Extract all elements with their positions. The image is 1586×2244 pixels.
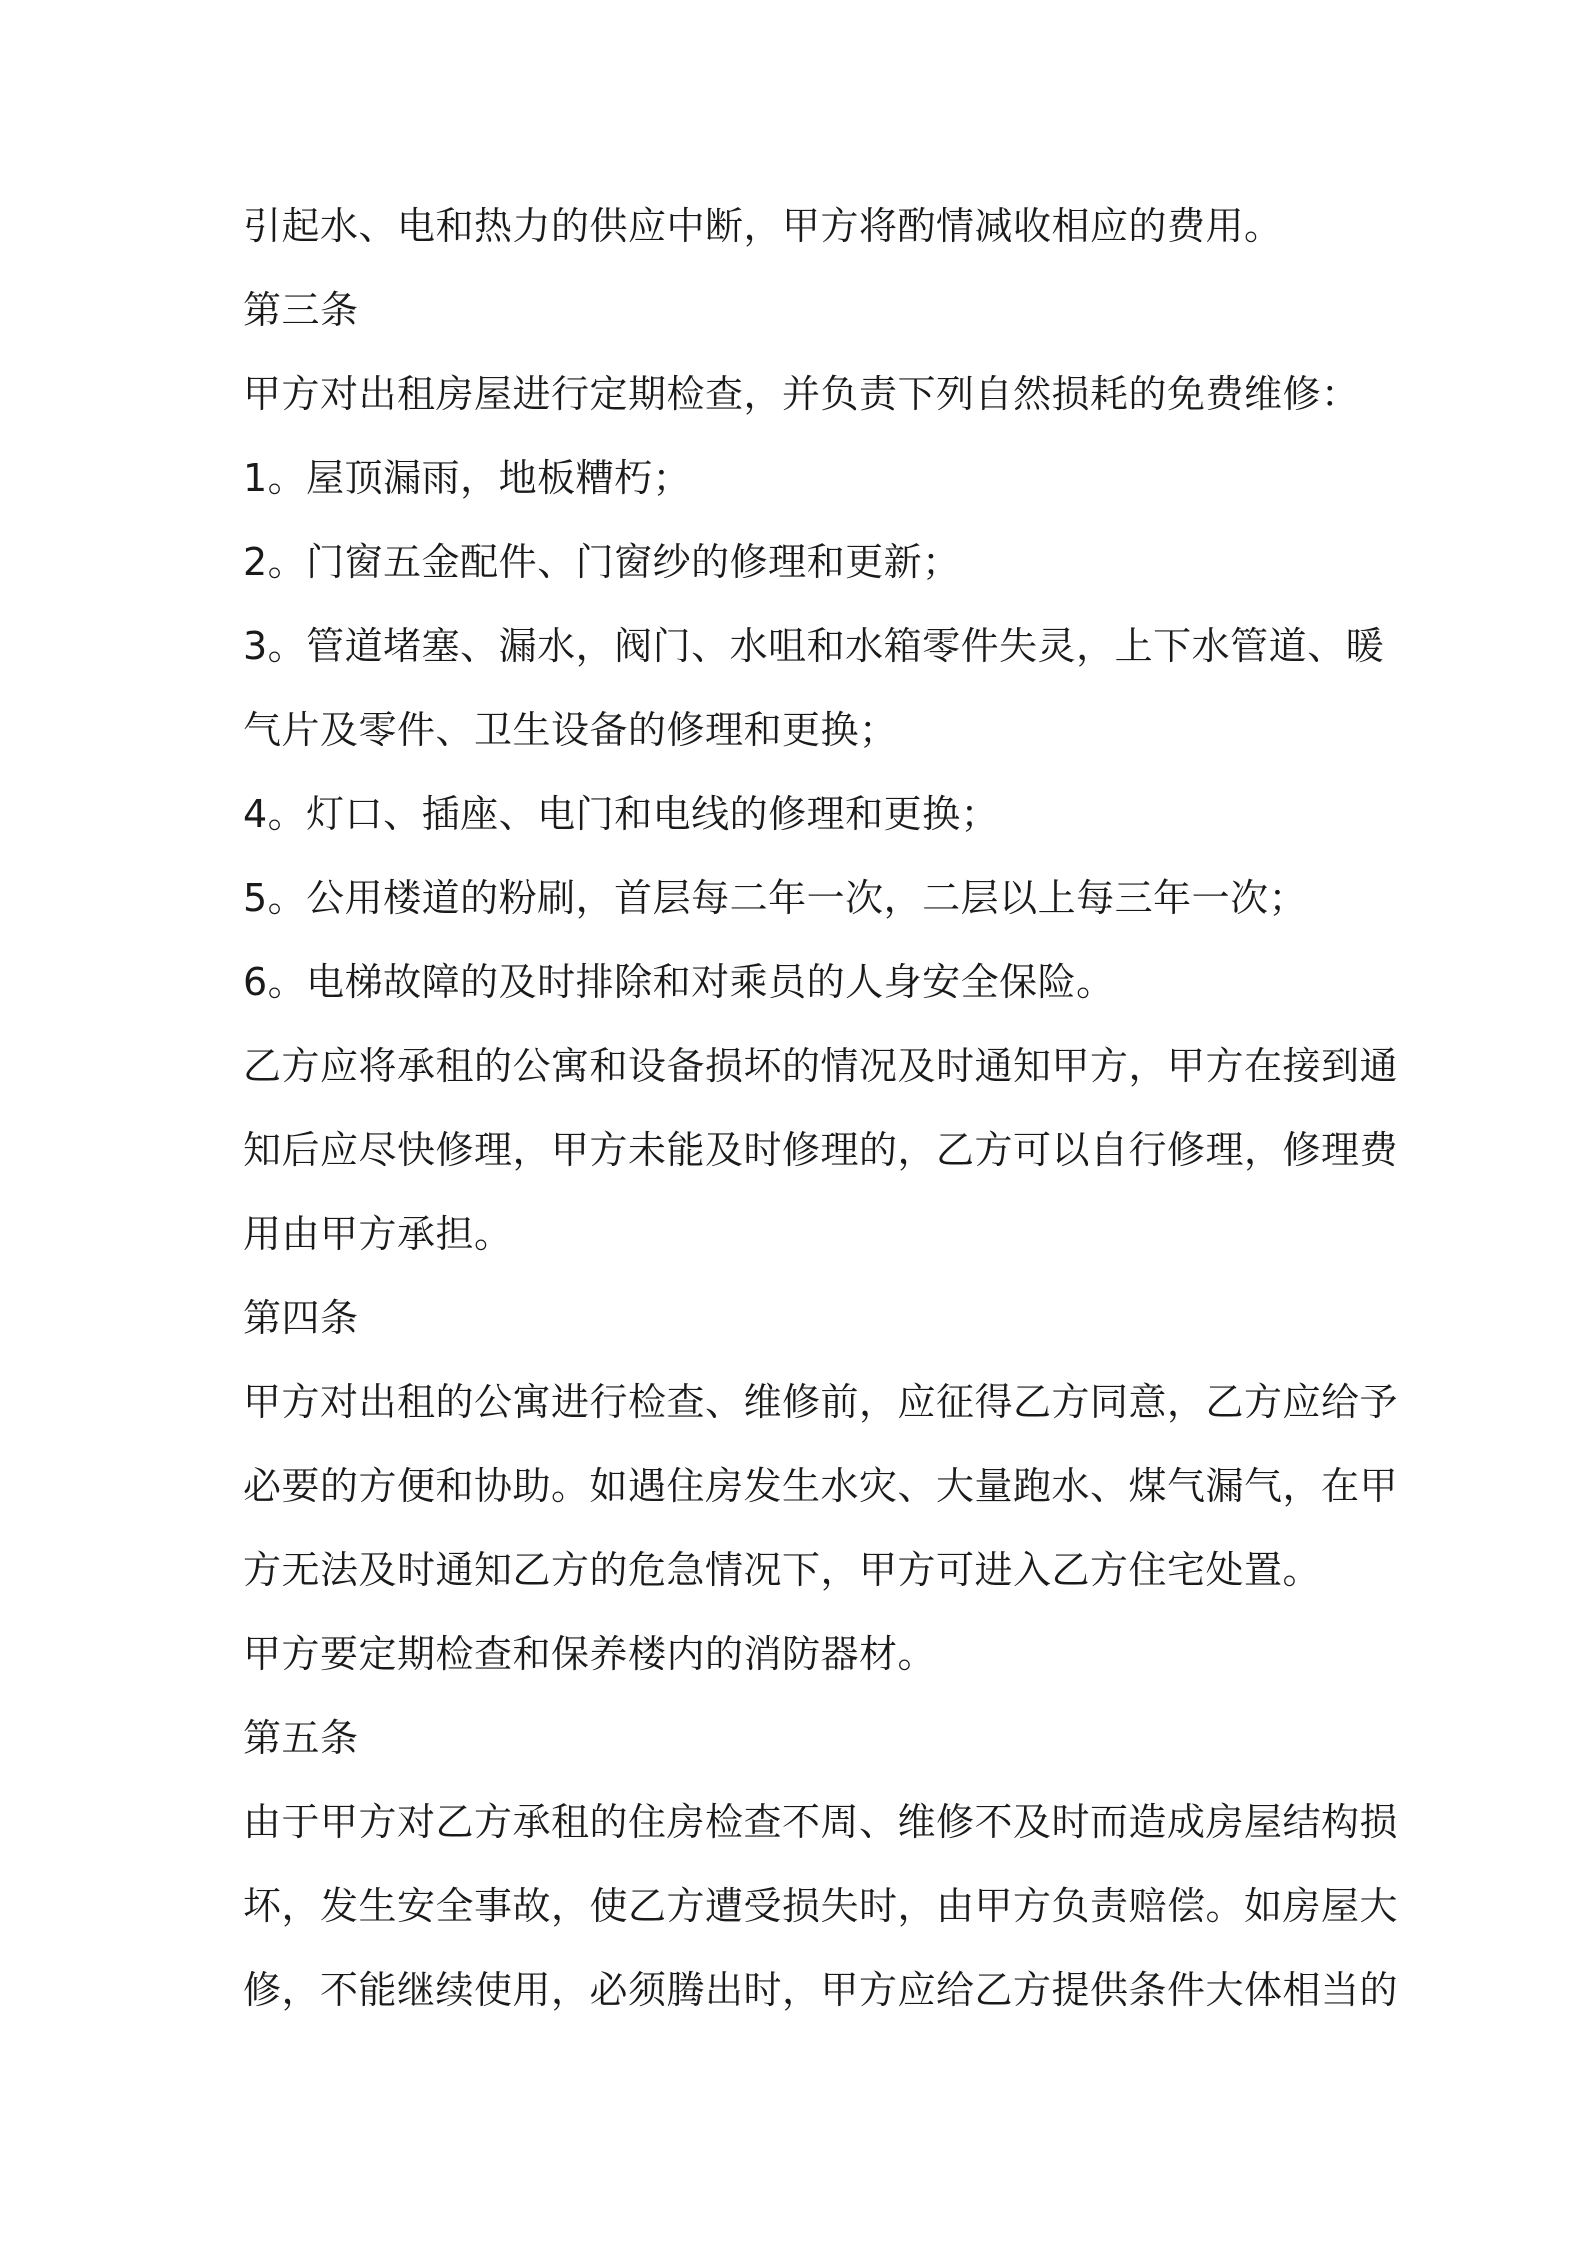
text-line: 必要的方便和协助。如遇住房发生水灾、大量跑水、煤气漏气，在甲 (243, 1464, 1399, 1508)
text-line: 方无法及时通知乙方的危急情况下，甲方可进入乙方住宅处置。 (243, 1548, 1322, 1592)
text-line: 坏，发生安全事故，使乙方遭受损失时，由甲方负责赔偿。如房屋大 (243, 1884, 1399, 1928)
list-item-continuation: 气片及零件、卫生设备的修理和更换； (243, 708, 898, 752)
text-line: 引起水、电和热力的供应中断，甲方将酌情减收相应的费用。 (243, 204, 1283, 248)
list-item: 6。电梯故障的及时排除和对乘员的人身安全保险。 (243, 960, 1115, 1004)
text-line: 乙方应将承租的公寓和设备损坏的情况及时通知甲方，甲方在接到通 (243, 1044, 1399, 1088)
text-line: 甲方要定期检查和保养楼内的消防器材。 (243, 1632, 937, 1676)
text-line: 甲方对出租房屋进行定期检查，并负责下列自然损耗的免费维修： (243, 372, 1360, 416)
article-heading: 第五条 (243, 1716, 359, 1760)
list-item: 1。屋顶漏雨，地板糟朽； (243, 456, 692, 500)
text-line: 知后应尽快修理，甲方未能及时修理的，乙方可以自行修理，修理费 (243, 1128, 1399, 1172)
list-item: 2。门窗五金配件、门窗纱的修理和更新； (243, 540, 961, 584)
text-line: 由于甲方对乙方承租的住房检查不周、维修不及时而造成房屋结构损 (243, 1800, 1399, 1844)
text-line: 修，不能继续使用，必须腾出时，甲方应给乙方提供条件大体相当的 (243, 1968, 1399, 2012)
text-line: 甲方对出租的公寓进行检查、维修前，应征得乙方同意，乙方应给予 (243, 1380, 1399, 1424)
list-item: 3。管道堵塞、漏水，阀门、水咀和水箱零件失灵，上下水管道、暖 (243, 624, 1385, 668)
text-line: 用由甲方承担。 (243, 1212, 513, 1256)
article-heading: 第四条 (243, 1296, 359, 1340)
article-heading: 第三条 (243, 288, 359, 332)
list-item: 5。公用楼道的粉刷，首层每二年一次，二层以上每三年一次； (243, 876, 1308, 920)
list-item: 4。灯口、插座、电门和电线的修理和更换； (243, 792, 1000, 836)
